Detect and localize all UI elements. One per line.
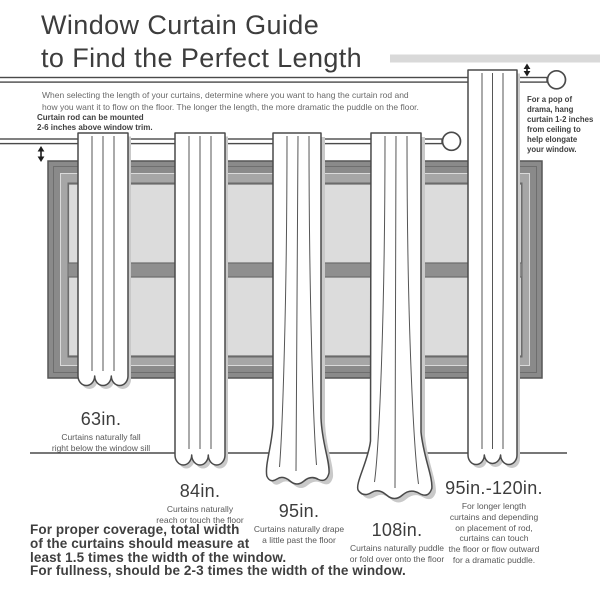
ceiling-hang-note xyxy=(527,95,593,155)
curtain-panel-95-120in xyxy=(468,70,520,468)
intro-line-2: how you want it to flow on the floor. The longer the length, the more dramatic the puddle on the floor. xyxy=(42,101,419,112)
curtain-desc-108in-line-2: or fold over onto the floor xyxy=(349,553,445,564)
rod-note-line-2: 2-6 inches above window trim. xyxy=(37,122,153,132)
curtain-size-108in: 108in. xyxy=(371,520,423,540)
curtain-label-95in-120in xyxy=(414,478,574,566)
curtain-panel-63in xyxy=(78,133,131,389)
curtain-desc-95-120-line-4: curtains can touch xyxy=(459,533,529,544)
footer-line-4: For fullness, should be 2-3 times the width of the window. xyxy=(30,563,406,579)
high-rod-finial xyxy=(548,71,566,89)
intro-line-1: When selecting the length of your curtains, determine where you want to hang the curtain rod and xyxy=(42,90,409,100)
curtain-desc-63in-line-2: right below the window sill xyxy=(51,442,151,453)
drama-note-line-5: help elongate xyxy=(527,135,578,144)
curtain-desc-95in-line-1: Curtains naturally drape xyxy=(253,524,345,534)
curtain-size-84in: 84in. xyxy=(179,481,221,501)
intro-paragraph xyxy=(42,90,419,113)
curtain-panel-84in xyxy=(175,133,228,469)
curtain-desc-95-120-line-3: on placement of rod, xyxy=(455,522,533,533)
curtain-label-63in xyxy=(21,409,181,454)
main-rod-finial xyxy=(443,132,461,150)
curtain-desc-95in-line-2: a little past the floor xyxy=(262,534,336,545)
drama-note-line-6: your window. xyxy=(527,145,577,154)
curtain-size-95in: 95in. xyxy=(278,501,320,521)
rod-mounting-note xyxy=(37,113,153,133)
rod-note-line-1: Curtain rod can be mounted xyxy=(37,113,144,122)
curtain-desc-95-120-line-5: the floor or flow outward xyxy=(448,544,540,555)
drama-note-line-3: curtain 1-2 inches xyxy=(527,115,594,124)
spacing-arrow-ceiling-to-rod-icon xyxy=(524,64,531,77)
curtain-desc-108in-line-1: Curtains naturally puddle xyxy=(349,543,445,553)
curtain-size-63in: 63in. xyxy=(80,409,122,429)
title-line-1: Window Curtain Guide xyxy=(41,10,320,40)
drama-note-line-4: from ceiling to xyxy=(527,125,581,134)
curtain-desc-63in-line-1: Curtains naturally fall xyxy=(61,432,141,442)
title-line-2: to Find the Perfect Length xyxy=(41,43,363,73)
curtain-size-95in-120in: 95in.-120in. xyxy=(445,478,543,498)
curtain-desc-95-120-line-1: For longer length xyxy=(461,501,527,511)
footer-line-2: of the curtains should measure at xyxy=(30,535,250,551)
curtain-desc-84in-line-1: Curtains naturally xyxy=(166,504,234,514)
coverage-note xyxy=(30,523,406,578)
curtain-panel-95in xyxy=(266,133,333,488)
drama-note-line-2: drama, hang xyxy=(527,105,574,114)
drama-note-line-1: For a pop of xyxy=(527,95,573,104)
ceiling-bar xyxy=(390,55,600,63)
curtain-desc-95-120-line-6: for a dramatic puddle. xyxy=(452,554,536,565)
page-title xyxy=(41,9,362,75)
footer-line-1: For proper coverage, total width xyxy=(30,522,240,537)
spacing-arrow-rod-to-trim-icon xyxy=(38,146,45,162)
curtain-desc-84in-line-2: reach or touch the floor xyxy=(156,514,244,525)
curtain-desc-95-120-line-2: curtains and depending xyxy=(449,511,539,522)
footer-line-3: least 1.5 times the width of the window. xyxy=(30,549,287,565)
